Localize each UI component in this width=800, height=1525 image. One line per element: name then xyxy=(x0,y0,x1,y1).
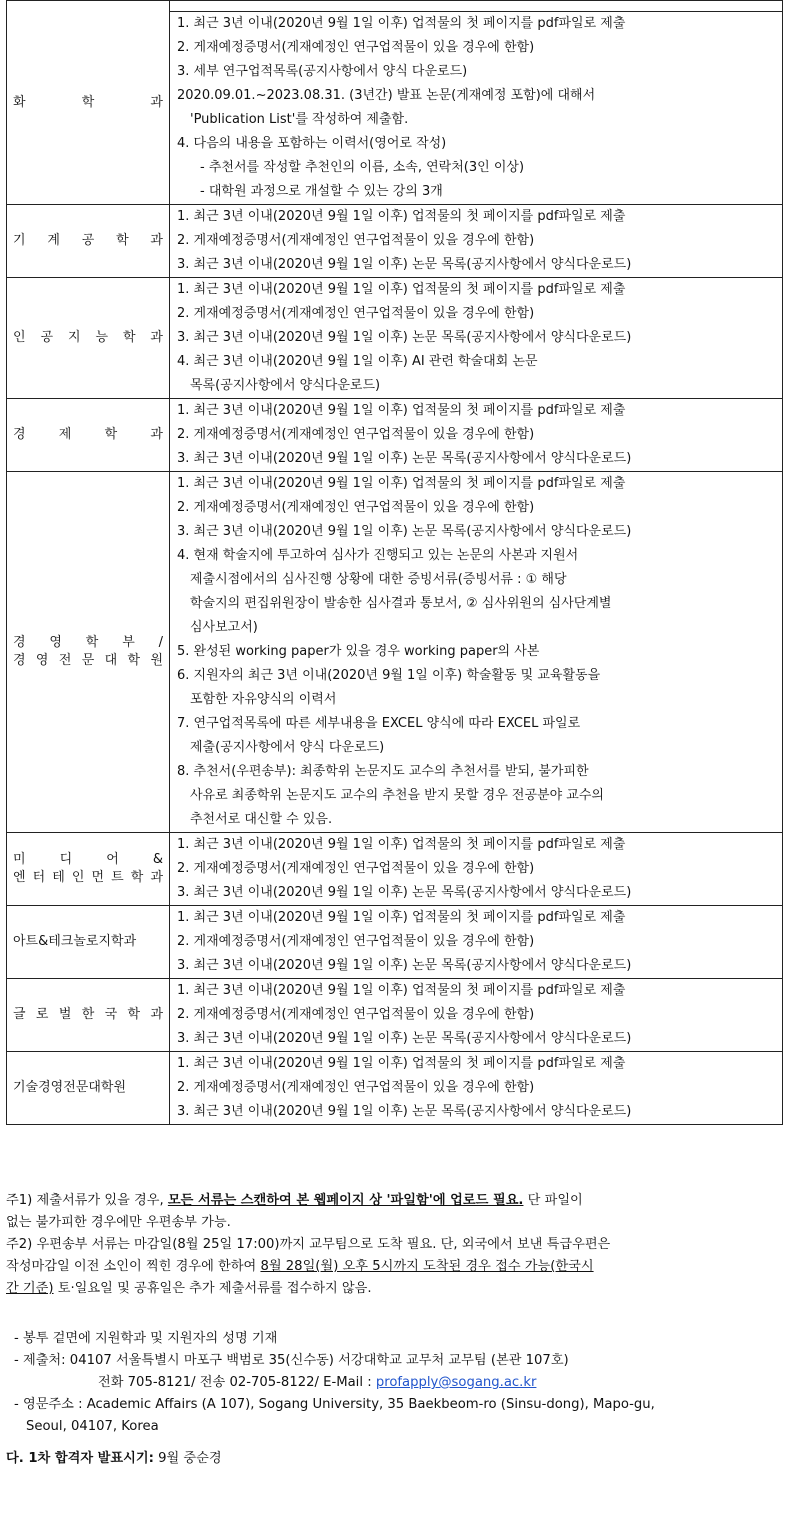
requirement-line: 'Publication List'를 작성하여 제출함. xyxy=(190,112,409,127)
requirement-line: 3. 최근 3년 이내(2020년 9월 1일 이후) 논문 목록(공지사항에서 양식다운로드) xyxy=(177,451,632,466)
announcement-value: 9월 중순경 xyxy=(153,1451,222,1466)
requirement-line: 3. 최근 3년 이내(2020년 9월 1일 이후) 논문 목록(공지사항에서 양식다운로드) xyxy=(177,1104,632,1119)
department-cell xyxy=(7,1052,170,1125)
requirements-cell xyxy=(170,979,783,1052)
requirements-cell xyxy=(170,472,783,833)
requirement-line: 1. 최근 3년 이내(2020년 9월 1일 이후) 업적물의 첫 페이지를 pdf파일로 제출 xyxy=(177,16,626,31)
requirement-line: - 대학원 과정으로 개설할 수 있는 강의 3개 xyxy=(200,184,443,199)
department-name: 기 계 공 학 과 xyxy=(13,233,163,248)
department-cell xyxy=(7,833,170,906)
email-link[interactable]: profapply@sogang.ac.kr xyxy=(375,1375,537,1390)
department-name: 화 학 과 xyxy=(13,94,163,110)
requirement-line: 2. 게재예정증명서(게재예정인 연구업적물이 있을 경우에 한함) xyxy=(177,861,535,876)
requirement-line: 1. 최근 3년 이내(2020년 9월 1일 이후) 업적물의 첫 페이지를 pdf파일로 제출 xyxy=(177,403,626,418)
requirement-line: 1. 최근 3년 이내(2020년 9월 1일 이후) 업적물의 첫 페이지를 pdf파일로 제출 xyxy=(177,476,626,491)
note-2-underlined-2: 간 기준) xyxy=(6,1281,54,1296)
requirement-line: 학술지의 편집위원장이 발송한 심사결과 통보서, ② 심사위원의 심사단계별 xyxy=(190,596,612,611)
contact-text: 전화 705-8121/ 전송 02-705-8122/ E-Mail : xyxy=(98,1375,376,1390)
requirement-line: - 추천서를 작성할 추천인의 이름, 소속, 연락처(3인 이상) xyxy=(200,160,525,175)
requirement-line: 포함한 자유양식의 이력서 xyxy=(190,692,337,707)
requirement-line: 5. 완성된 working paper가 있을 경우 working paper의 사본 xyxy=(177,644,540,659)
requirement-line: 1. 최근 3년 이내(2020년 9월 1일 이후) 업적물의 첫 페이지를 pdf파일로 제출 xyxy=(177,910,626,925)
requirement-line: 2. 게재예정증명서(게재예정인 연구업적물이 있을 경우에 한함) xyxy=(177,427,535,442)
announcement-label: 다. 1차 합격자 발표시기: xyxy=(6,1451,154,1466)
department-cell xyxy=(7,472,170,833)
note-1-line-2: 없는 불가피한 경우에만 우편송부 가능. xyxy=(6,1215,231,1230)
requirement-line: 3. 세부 연구업적목록(공지사항에서 양식 다운로드) xyxy=(177,64,468,79)
requirement-line: 1. 최근 3년 이내(2020년 9월 1일 이후) 업적물의 첫 페이지를 pdf파일로 제출 xyxy=(177,282,626,297)
note-1-bold: 모든 서류는 스캔하여 본 웹페이지 상 '파일함'에 업로드 필요. xyxy=(167,1193,524,1208)
requirement-line: 2. 게재예정증명서(게재예정인 연구업적물이 있을 경우에 한함) xyxy=(177,40,535,55)
department-cell xyxy=(7,205,170,278)
department-name: 경 제 학 과 xyxy=(13,427,163,442)
table-row xyxy=(7,833,783,906)
requirement-line: 2. 게재예정증명서(게재예정인 연구업적물이 있을 경우에 한함) xyxy=(177,233,535,248)
note-2-line-2-text: 작성마감일 이전 소인이 찍힌 경우에 한하여 xyxy=(6,1259,261,1274)
requirements-cell xyxy=(170,906,783,979)
requirement-line: 3. 최근 3년 이내(2020년 9월 1일 이후) 논문 목록(공지사항에서 양식다운로드) xyxy=(177,257,632,272)
department-cell xyxy=(7,278,170,399)
department-name: 경 영 학 부 / xyxy=(13,635,163,650)
submission-info xyxy=(6,1328,786,1438)
department-name: 기술경영전문대학원 xyxy=(13,1080,127,1095)
requirement-line: 2. 게재예정증명서(게재예정인 연구업적물이 있을 경우에 한함) xyxy=(177,500,535,515)
department-name: 미 디 어 & xyxy=(13,852,163,867)
requirement-line: 7. 연구업적목록에 따른 세부내용을 EXCEL 양식에 따라 EXCEL 파일로 xyxy=(177,716,581,731)
table-row xyxy=(7,979,783,1052)
requirement-line: 심사보고서) xyxy=(190,620,258,635)
requirement-line: 4. 현재 학술지에 투고하여 심사가 진행되고 있는 논문의 사본과 지원서 xyxy=(177,548,579,563)
requirement-line: 2. 게재예정증명서(게재예정인 연구업적물이 있을 경우에 한함) xyxy=(177,1080,535,1095)
department-cell xyxy=(7,399,170,472)
department-name: 글 로 벌 한 국 학 과 xyxy=(13,1007,163,1022)
requirement-line: 추천서로 대신할 수 있음. xyxy=(190,812,333,827)
submission-address: - 제출처: 04107 서울특별시 마포구 백범로 35(신수동) 서강대학교 교무처 교무팀 (본관 107호) xyxy=(14,1353,569,1368)
previous-line-fragment xyxy=(170,1,782,12)
table-row xyxy=(7,205,783,278)
note-1-rest: 단 파일이 xyxy=(523,1193,583,1208)
requirement-line: 3. 최근 3년 이내(2020년 9월 1일 이후) 논문 목록(공지사항에서 양식다운로드) xyxy=(177,885,632,900)
requirement-line: 1. 최근 3년 이내(2020년 9월 1일 이후) 업적물의 첫 페이지를 pdf파일로 제출 xyxy=(177,983,626,998)
requirements-cell xyxy=(170,399,783,472)
requirements-cell xyxy=(170,833,783,906)
note-1-prefix: 주1) 제출서류가 있을 경우, xyxy=(6,1193,168,1208)
requirement-line: 제출시점에서의 심사진행 상황에 대한 증빙서류(증빙서류 : ① 해당 xyxy=(190,572,567,587)
department-name: 인 공 지 능 학 과 xyxy=(13,330,163,345)
requirement-line: 6. 지원자의 최근 3년 이내(2020년 9월 1일 이후) 학술활동 및 교육활동을 xyxy=(177,668,601,683)
requirement-line: 4. 다음의 내용을 포함하는 이력서(영어로 작성) xyxy=(177,136,447,151)
requirements-cell xyxy=(170,1052,783,1125)
table-row xyxy=(7,1052,783,1125)
requirement-line: 1. 최근 3년 이내(2020년 9월 1일 이후) 업적물의 첫 페이지를 pdf파일로 제출 xyxy=(177,1056,626,1071)
department-cell xyxy=(7,906,170,979)
requirement-line: 목록(공지사항에서 양식다운로드) xyxy=(190,378,381,393)
requirement-line: 3. 최근 3년 이내(2020년 9월 1일 이후) 논문 목록(공지사항에서 양식다운로드) xyxy=(177,524,632,539)
requirement-line: 제출(공지사항에서 양식 다운로드) xyxy=(190,740,385,755)
table-row xyxy=(7,278,783,399)
table-row xyxy=(7,472,783,833)
requirements-cell xyxy=(170,1,783,205)
requirements-cell xyxy=(170,278,783,399)
contact-line xyxy=(6,1372,786,1394)
note-2-line-2 xyxy=(6,1256,786,1278)
notes-section xyxy=(6,1190,786,1300)
requirement-line: 1. 최근 3년 이내(2020년 9월 1일 이후) 업적물의 첫 페이지를 pdf파일로 제출 xyxy=(177,209,626,224)
department-cell xyxy=(7,979,170,1052)
announcement xyxy=(6,1448,786,1470)
english-address-line-2: Seoul, 04107, Korea xyxy=(26,1419,159,1434)
requirement-line: 사유로 최종학위 논문지도 교수의 추천을 받지 못할 경우 전공분야 교수의 xyxy=(190,788,604,803)
note-2-line-1: 주2) 우편송부 서류는 마감일(8월 25일 17:00)까지 교무팀으로 도착 필요. 단, 외국에서 보낸 특급우편은 xyxy=(6,1237,611,1252)
requirement-line: 1. 최근 3년 이내(2020년 9월 1일 이후) 업적물의 첫 페이지를 pdf파일로 제출 xyxy=(177,837,626,852)
requirements-cell xyxy=(170,205,783,278)
department-name: 아트&테크놀로지학과 xyxy=(13,934,137,949)
requirement-line: 2020.09.01.~2023.08.31. (3년간) 발표 논문(게재예정 포함)에 대해서 xyxy=(177,88,596,103)
requirement-line: 2. 게재예정증명서(게재예정인 연구업적물이 있을 경우에 한함) xyxy=(177,1007,535,1022)
requirement-line: 3. 최근 3년 이내(2020년 9월 1일 이후) 논문 목록(공지사항에서 양식다운로드) xyxy=(177,958,632,973)
note-2-underlined: 8월 28일(월) 오후 5시까지 도착된 경우 접수 가능(한국시 xyxy=(260,1259,594,1274)
table-row xyxy=(7,906,783,979)
requirement-line: 2. 게재예정증명서(게재예정인 연구업적물이 있을 경우에 한함) xyxy=(177,306,535,321)
table-row xyxy=(7,399,783,472)
requirement-line: 3. 최근 3년 이내(2020년 9월 1일 이후) 논문 목록(공지사항에서 양식다운로드) xyxy=(177,1031,632,1046)
requirement-line: 4. 최근 3년 이내(2020년 9월 1일 이후) AI 관련 학술대회 논문 xyxy=(177,354,538,369)
note-1 xyxy=(6,1190,786,1212)
table-row xyxy=(7,1,783,205)
requirement-line: 2. 게재예정증명서(게재예정인 연구업적물이 있을 경우에 한함) xyxy=(177,934,535,949)
department-name: 엔 터 테 인 먼 트 학 과 xyxy=(13,870,163,885)
note-2-line-3 xyxy=(6,1278,786,1300)
requirement-line: 3. 최근 3년 이내(2020년 9월 1일 이후) 논문 목록(공지사항에서 양식다운로드) xyxy=(177,330,632,345)
requirement-line: 8. 추천서(우편송부): 최종학위 논문지도 교수의 추천서를 받되, 불가피한 xyxy=(177,764,589,779)
department-name: 경 영 전 문 대 학 원 xyxy=(13,653,163,668)
department-cell xyxy=(7,1,170,205)
requirements-table xyxy=(6,0,783,1125)
envelope-instruction: - 봉투 겉면에 지원학과 및 지원자의 성명 기재 xyxy=(14,1331,278,1346)
note-2-line-3-text: 토·일요일 및 공휴일은 추가 제출서류를 접수하지 않음. xyxy=(53,1281,372,1296)
english-address-line-1: - 영문주소 : Academic Affairs (A 107), Sogang University, 35 Baekbeom-ro (Sinsu-dong), Mapo-gu, xyxy=(14,1397,655,1412)
